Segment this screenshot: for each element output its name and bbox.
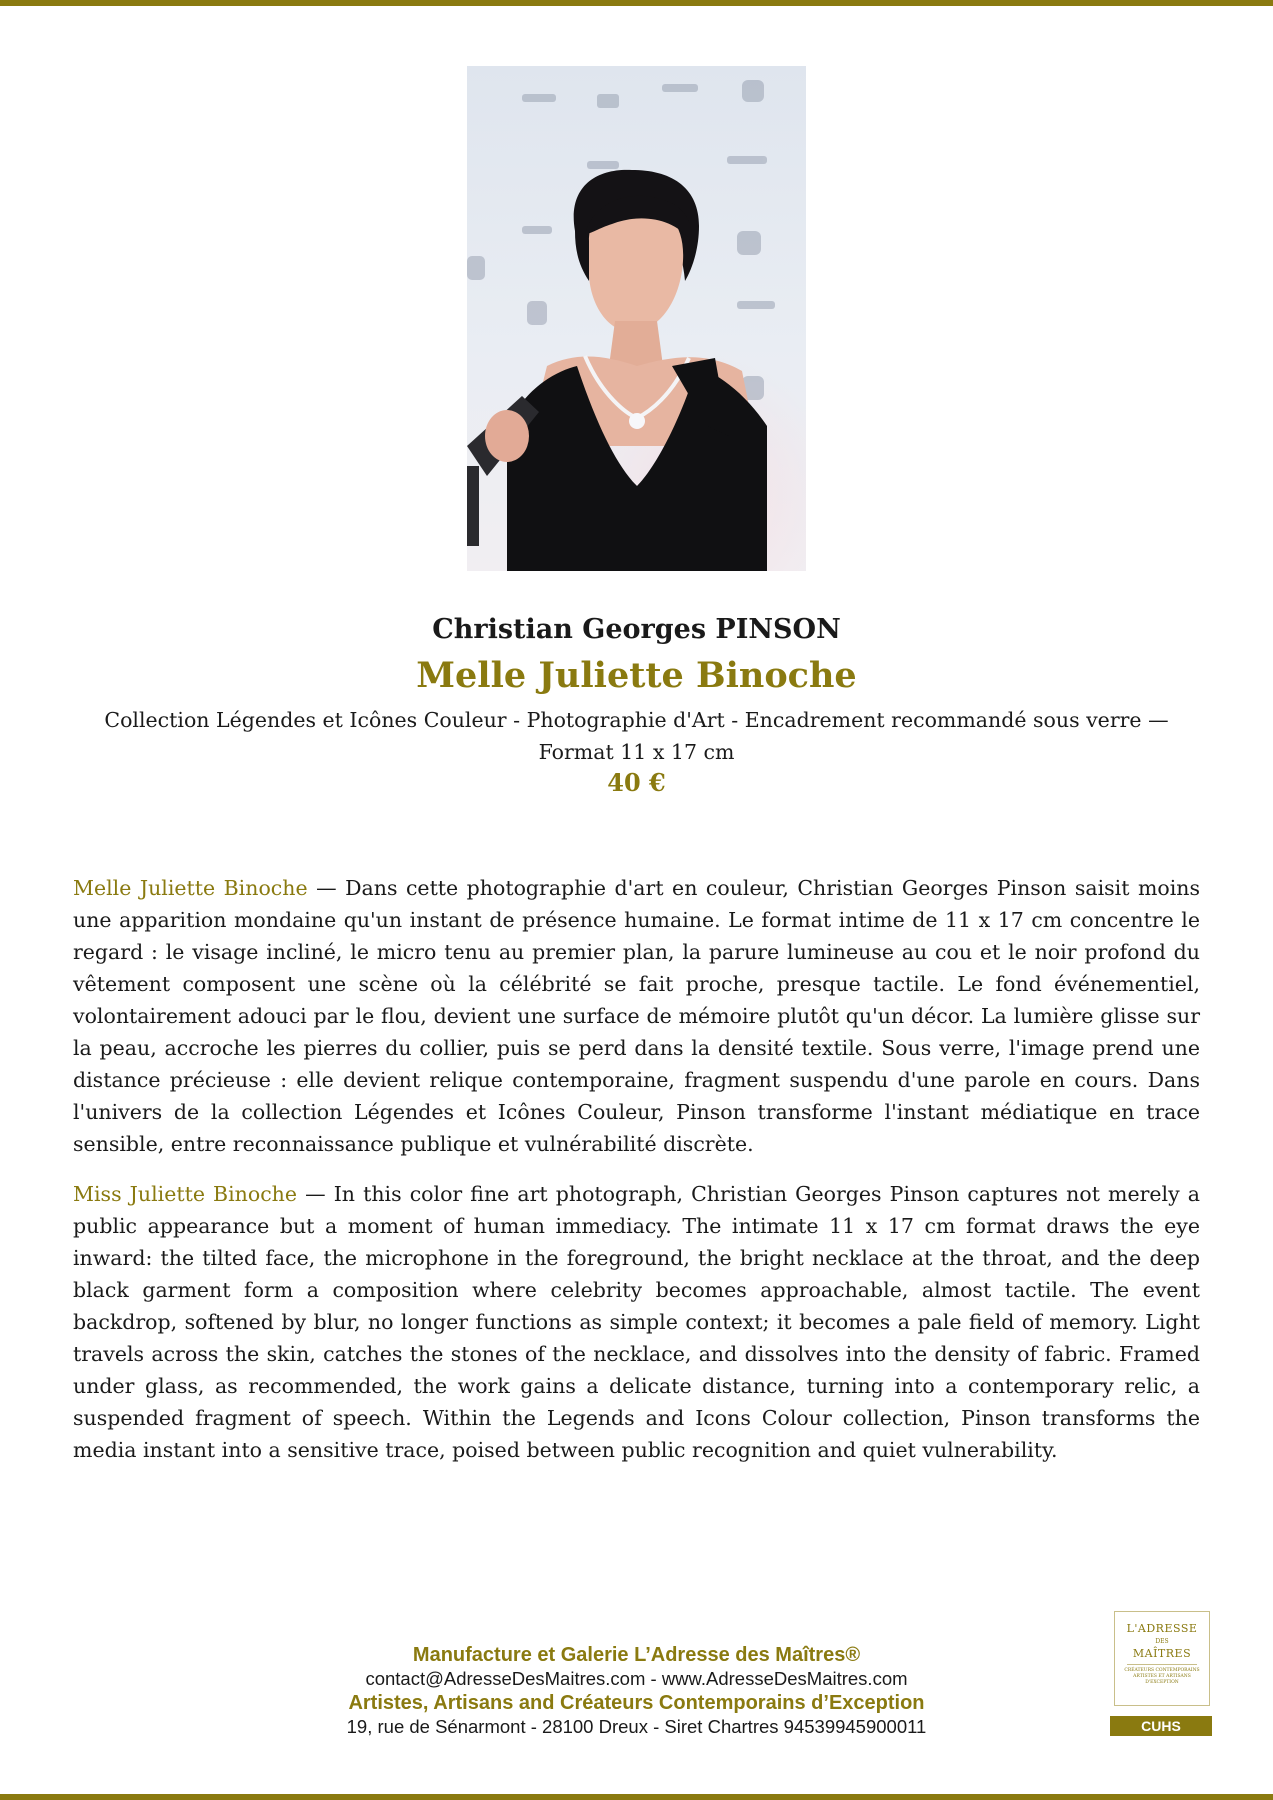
artist-name: Christian Georges PINSON: [432, 614, 841, 645]
gallery-seal-logo: [1114, 1611, 1210, 1706]
description-french-lead: Melle Juliette Binoche: [73, 876, 308, 900]
footer-company: Manufacture et Galerie L’Adresse des Maîtres®: [412, 1644, 861, 1666]
description-french: [73, 872, 1200, 1160]
footer-address: 19, rue de Sénarmont - 28100 Dreux - Siret Chartres 94539945900011: [346, 1716, 927, 1737]
description-english-lead: Miss Juliette Binoche: [73, 1182, 298, 1206]
top-rule: [0, 0, 1273, 6]
artwork-photo: [467, 66, 806, 571]
bottom-rule: [0, 1794, 1273, 1800]
seal-line-4: CRÉATEURS CONTEMPORAINS ARTISTES ET ARTISANS D'EXCEPTION: [1124, 1668, 1200, 1685]
description-english-text: — In this color fine art photograph, Christian Georges Pinson captures not merely a public appearance but a moment of human immediacy. The intimate 11 x 17 cm format draws the eye inward: the tilted face, the microphone in the foreground, the bright necklace at the throat, and the deep black garment form a composition where celebrity becomes approachable, almost tactile. The event backdrop, softened by blur, no longer functions as simple context; it becomes a pale field of memory. Light travels across the skin, catches the stones of the necklace, and dissolves into the density of fabric. Framed under glass, as recommended, the work gains a delicate distance, turning into a contemporary relic, a suspended fragment of speech. Within the Legends and Icons Colour collection, Pinson transforms the media instant into a sensitive trace, poised between public recognition and quiet vulnerability.: [73, 1182, 1200, 1462]
portrait-illustration: [467, 66, 806, 571]
artwork-title: Melle Juliette Binoche: [416, 655, 857, 696]
seal-badge: CUHS: [1110, 1716, 1212, 1736]
description-french-text: — Dans cette photographie d'art en couleur, Christian Georges Pinson saisit moins une apparition mondaine qu'un instant de présence humaine. Le format intime de 11 x 17 cm concentre le regard : le visage incliné, le micro tenu au premier plan, la parure lumineuse au cou et le noir profond du vêtement composent une scène où la célébrité se fait proche, presque tactile. Le fond événementiel, volontairement adouci par le flou, devient une surface de mémoire plutôt qu'un décor. La lumière glisse sur la peau, accroche les pierres du collier, puis se perd dans la densité textile. Sous verre, l'image prend une distance précieuse : elle devient relique contemporaine, fragment suspendu d'une parole en cours. Dans l'univers de la collection Légendes et Icônes Couleur, Pinson transforme l'instant médiatique en trace sensible, entre reconnaissance publique et vulnérabilité discrète.: [73, 876, 1200, 1156]
description-english: [73, 1178, 1200, 1466]
seal-line-2: DES: [1155, 1638, 1169, 1645]
seal-line-1: L'ADRESSE: [1126, 1622, 1198, 1635]
footer-tagline: Artistes, Artisans and Créateurs Contemporains d’Exception: [348, 1692, 925, 1714]
footer: [0, 1643, 1273, 1739]
artwork-price: 40 €: [607, 768, 666, 797]
footer-contact: contact@AdresseDesMaitres.com - www.AdresseDesMaitres.com: [365, 1668, 908, 1689]
seal-line-3: MAÎTRES: [1132, 1647, 1192, 1660]
seal-divider: [1127, 1664, 1197, 1665]
artwork-subtitle: Collection Légendes et Icônes Couleur - Photographie d'Art - Encadrement recommandé sous verre — Format 11 x 17 cm: [104, 708, 1169, 764]
